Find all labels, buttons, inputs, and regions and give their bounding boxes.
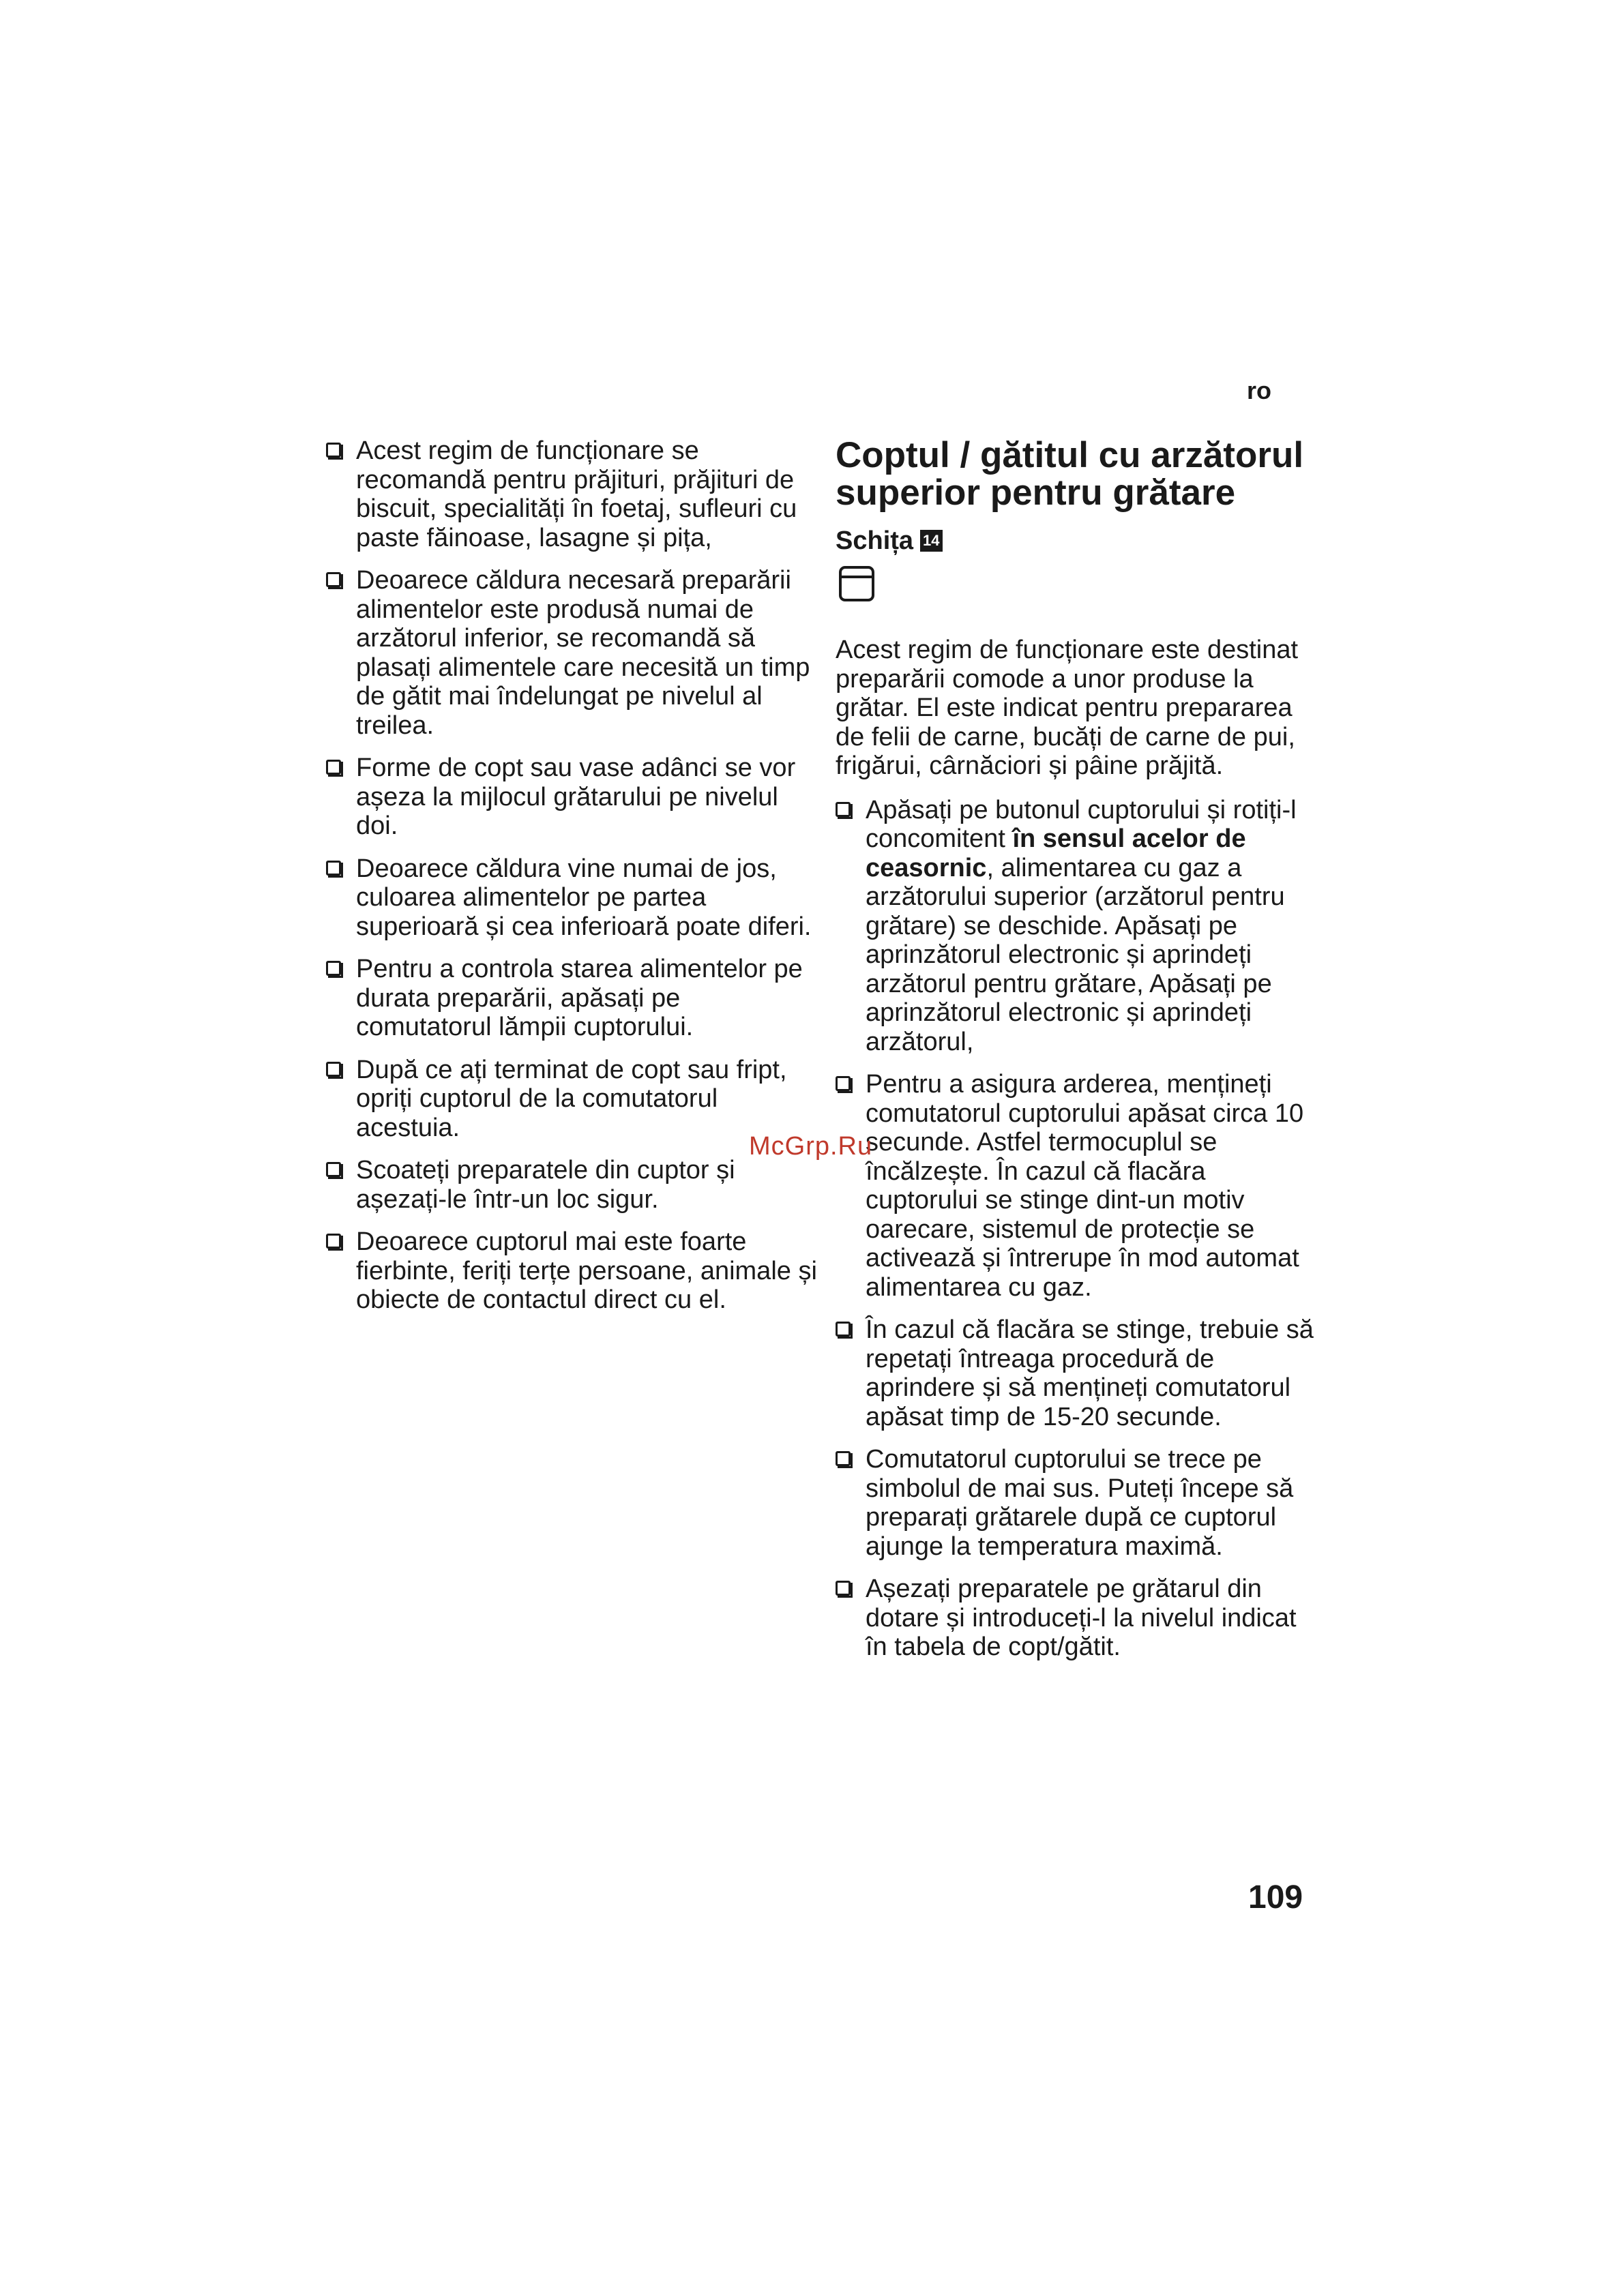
- checkbox-bullet-icon: [836, 1581, 851, 1596]
- checkbox-bullet-icon: [326, 1162, 341, 1177]
- list-item: Forme de copt sau vase adânci se vor așeza la mijlocul grătarului pe nivelul doi.: [326, 754, 817, 841]
- left-column: [326, 436, 817, 1328]
- page-number: 109: [1248, 1879, 1303, 1915]
- list-item: În cazul că flacăra se stinge, trebuie să repetați întreaga procedură de aprindere și să mențineți comutatorul apăsat timp de 15-20 secunde.: [836, 1315, 1323, 1431]
- emphasized-text: în sensul acelor de ceasornic: [866, 824, 1246, 882]
- list-item-text: Apăsați pe butonul cuptorului și rotiți-l concomitent în sensul acelor de ceasornic, alimentarea cu gaz a arzătorului superior (arzătorul pentru grătare) se deschide. Apăsați pe aprinzătorul electronic și aprindeți arzătorul pentru grătare, Apăsați pe aprinzătorul electronic și aprindeți arzătorul,: [866, 795, 1297, 1056]
- list-item: Așezați preparatele pe grătarul din dotare și introduceți-l la nivelul indicat în tabela de copt/gătit.: [836, 1575, 1323, 1662]
- list-item: Deoarece cuptorul mai este foarte fierbinte, feriți terțe persoane, animale și obiecte de contactul direct cu el.: [326, 1227, 817, 1315]
- list-item: Comutatorul cuptorului se trece pe simbolul de mai sus. Puteți începe să preparați grătarele după ce cuptorul ajunge la temperatura maximă.: [836, 1445, 1323, 1561]
- checkbox-bullet-icon: [326, 1062, 341, 1077]
- checkbox-bullet-icon: [326, 961, 341, 976]
- section-title: Coptul / gătitul cu arzătorul superior pentru grătare: [836, 435, 1304, 513]
- list-item: Acest regim de funcționare se recomandă pentru prăjituri, prăjituri de biscuit, specialități în foetaj, sufleuri cu paste făinoase, lasagne și pița,: [326, 436, 817, 552]
- left-bullet-list: [326, 436, 817, 1315]
- list-item: Deoarece căldura necesară preparării alimentelor este produsă numai de arzătorul inferior, se recomandă să plasați alimentele care necesită un timp de gătit mai îndelungat pe nivelul al treilea.: [326, 566, 817, 740]
- checkbox-bullet-icon: [326, 1234, 341, 1249]
- checkbox-bullet-icon: [836, 802, 851, 817]
- watermark: McGrp.Ru: [749, 1132, 873, 1161]
- top-grill-mode-icon: [838, 565, 875, 602]
- checkbox-bullet-icon: [326, 572, 341, 587]
- checkbox-bullet-icon: [326, 443, 341, 458]
- list-item: Scoateți preparatele din cuptor și așezați-le într-un loc sigur.: [326, 1156, 817, 1214]
- right-bullet-list: [836, 796, 1323, 1662]
- checkbox-bullet-icon: [326, 760, 341, 775]
- sketch-label: Schița: [836, 526, 914, 555]
- checkbox-bullet-icon: [836, 1076, 851, 1091]
- figure-number-badge: 14: [920, 530, 942, 552]
- intro-paragraph: Acest regim de funcționare este destinat preparării comode a unor produse la grătar. El este indicat pentru prepararea de felii de carne, bucăți de carne de pui, frigărui, cârnăciori și pâine prăjită.: [836, 636, 1299, 780]
- list-item: Deoarece căldura vine numai de jos, culoarea alimentelor pe partea superioară și cea inferioară poate diferi.: [326, 854, 817, 942]
- list-item: Pentru a asigura arderea, mențineți comutatorul cuptorului apăsat circa 10 secunde. Astfel termocuplul se încălzește. În cazul că flacăra cuptorului se stinge dint-un motiv oarecare, sistemul de protecție se activează și întrerupe în mod automat alimentarea cu gaz.: [836, 1070, 1323, 1302]
- right-column: [836, 436, 1323, 1675]
- checkbox-bullet-icon: [326, 861, 341, 876]
- checkbox-bullet-icon: [836, 1322, 851, 1337]
- language-tag: ro: [1247, 376, 1271, 404]
- list-item: Pentru a controla starea alimentelor pe durata preparării, apăsați pe comutatorul lămpii cuptorului.: [326, 955, 817, 1042]
- sketch-reference: [836, 526, 1323, 556]
- list-item: După ce ați terminat de copt sau fript, opriți cuptorul de la comutatorul acestuia.: [326, 1056, 817, 1143]
- list-item: [836, 796, 1323, 1057]
- checkbox-bullet-icon: [836, 1451, 851, 1466]
